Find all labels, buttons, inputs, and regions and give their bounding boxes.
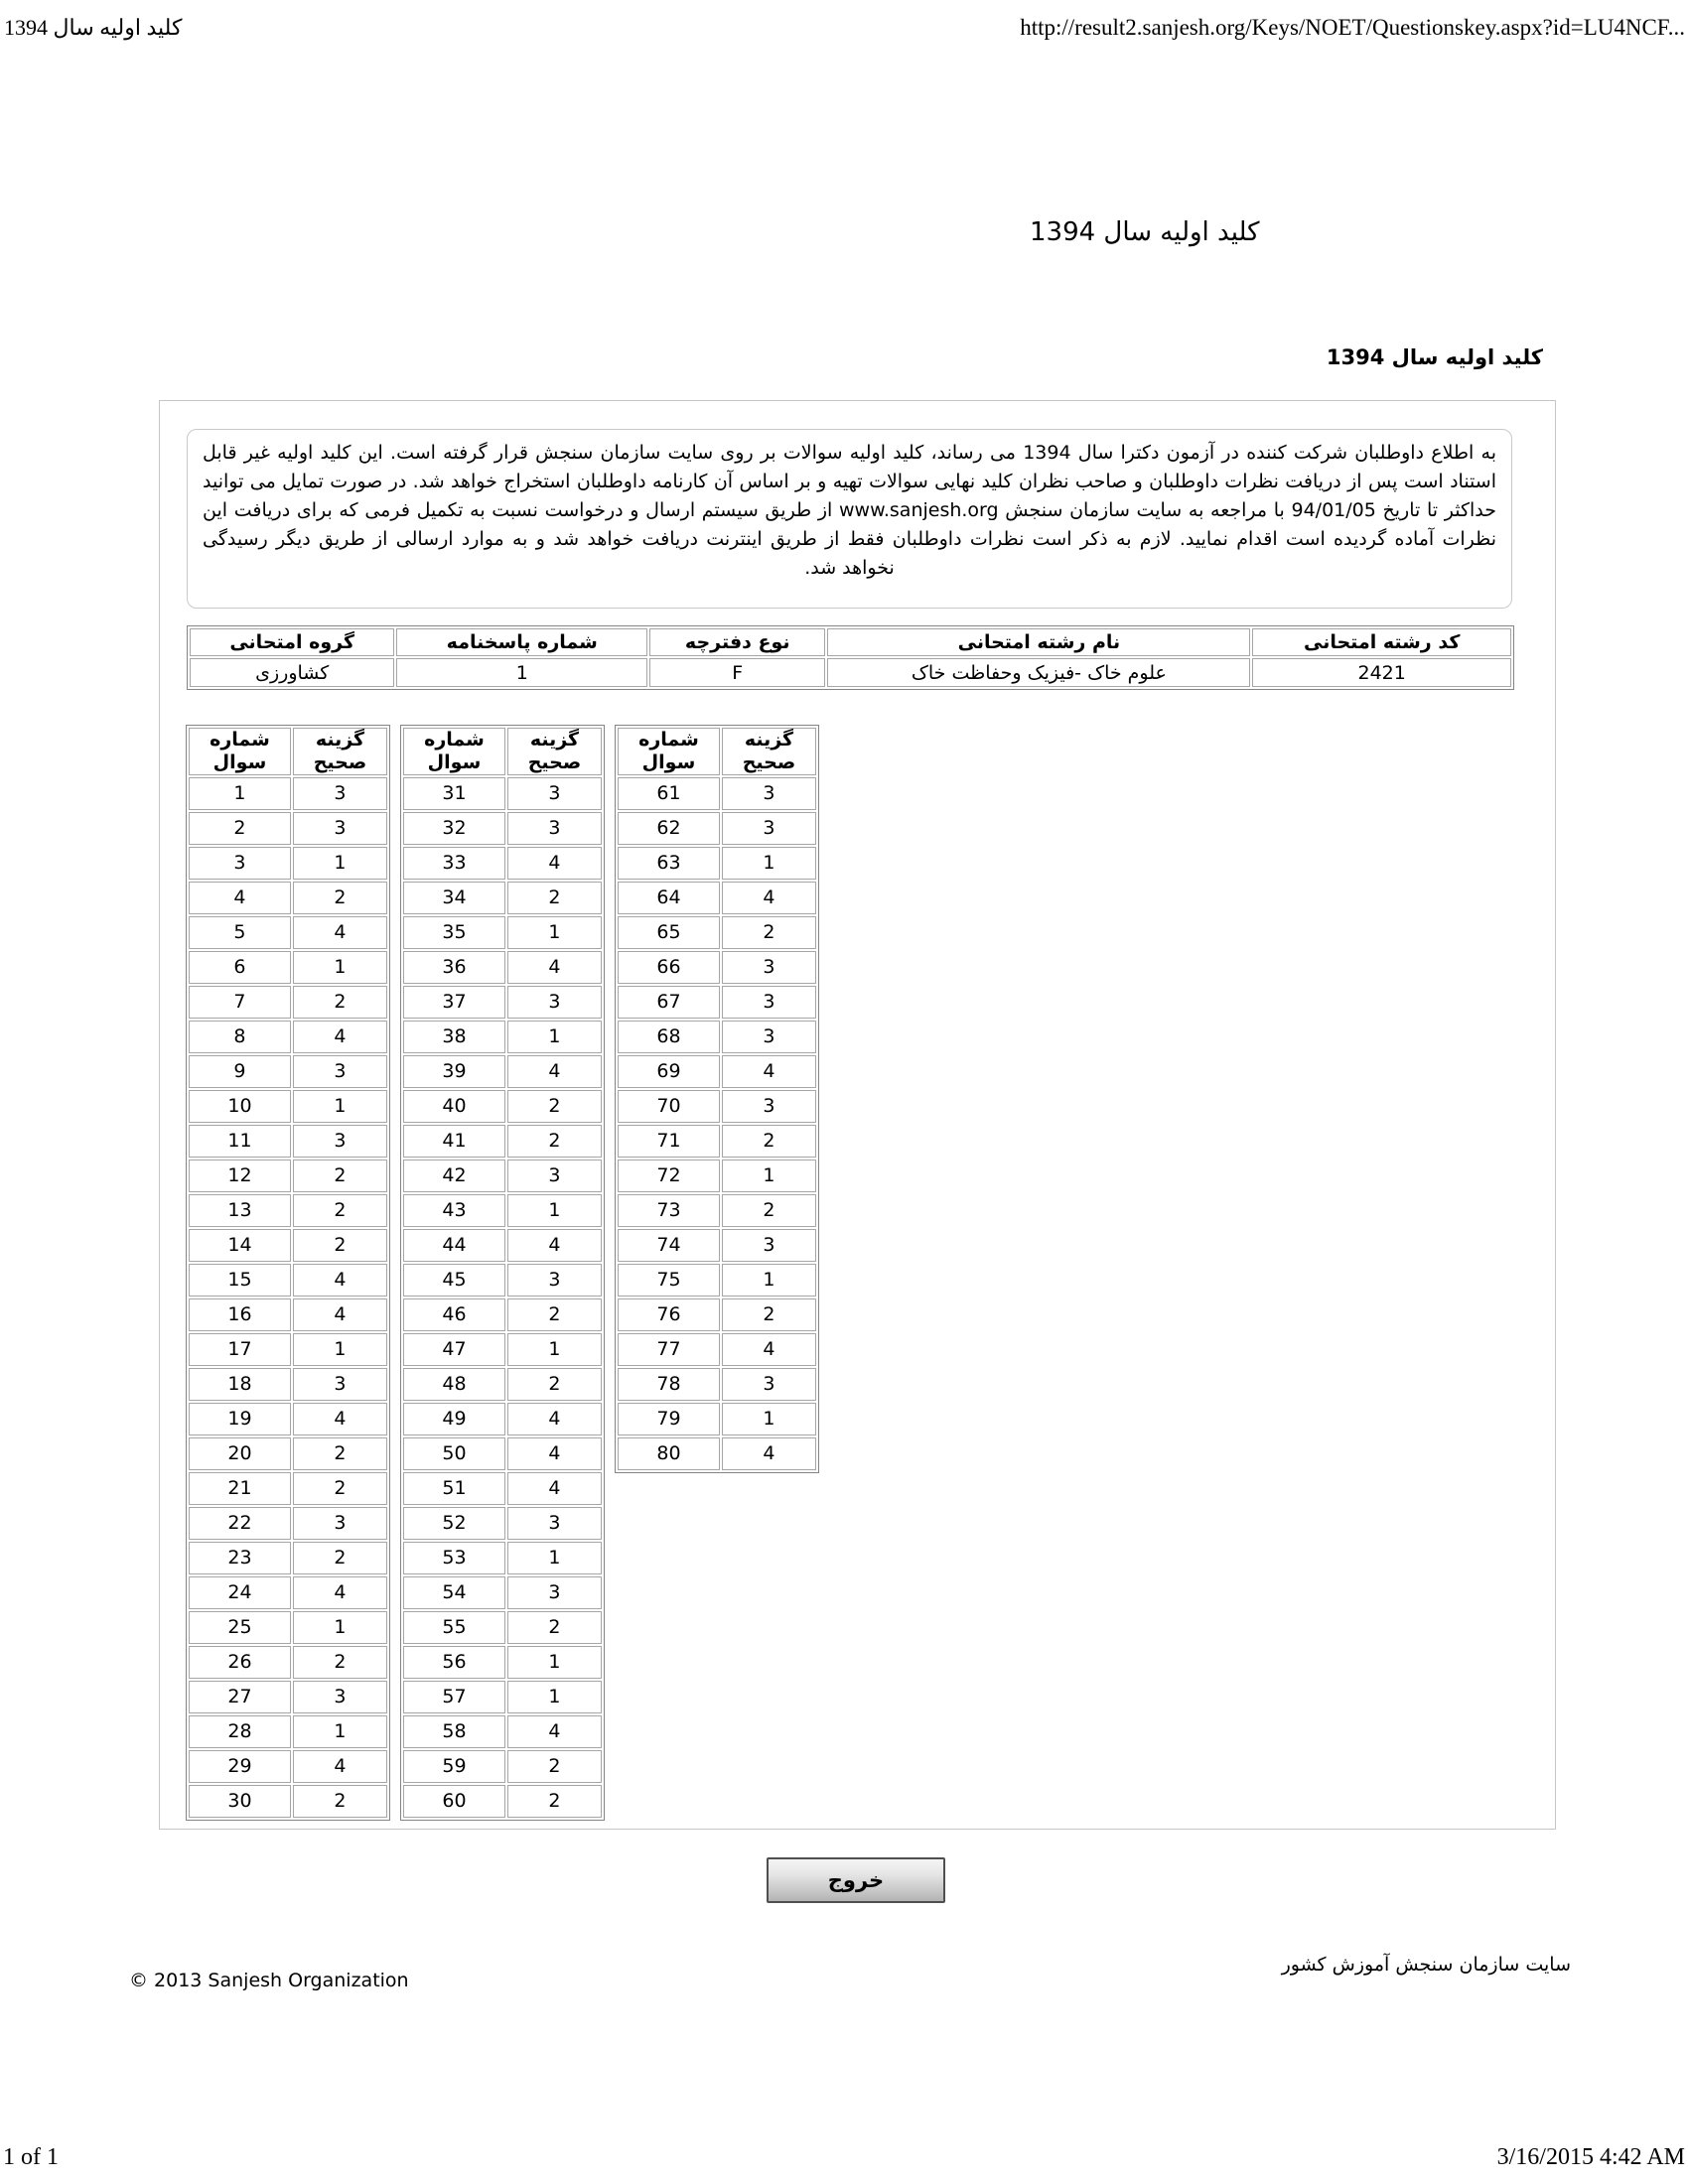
answer-row [618, 882, 816, 914]
correct-option: 3 [293, 1055, 387, 1088]
answer-row [189, 1194, 387, 1227]
question-number: 33 [403, 847, 505, 880]
answer-row [403, 1021, 602, 1053]
answer-row [618, 1125, 816, 1158]
correct-option: 3 [507, 1507, 602, 1540]
answer-row [189, 1785, 387, 1818]
correct-option: 1 [722, 1403, 816, 1435]
answer-row [189, 1472, 387, 1505]
question-number: 70 [618, 1090, 720, 1123]
answer-key-table-2 [400, 725, 605, 1821]
answer-row [189, 1368, 387, 1401]
question-number: 57 [403, 1681, 505, 1713]
question-number: 75 [618, 1264, 720, 1297]
question-number: 50 [403, 1437, 505, 1470]
question-number: 44 [403, 1229, 505, 1262]
question-number: 15 [189, 1264, 291, 1297]
question-number: 74 [618, 1229, 720, 1262]
correct-option: 3 [293, 1125, 387, 1158]
site-name-text: سایت سازمان سنجش آموزش کشور [1281, 1954, 1571, 1976]
answer-row [618, 1090, 816, 1123]
question-number: 72 [618, 1160, 720, 1192]
answer-row [189, 812, 387, 845]
correct-option: 2 [722, 916, 816, 949]
answer-row [403, 1472, 602, 1505]
question-number: 66 [618, 951, 720, 984]
correct-option: 3 [507, 1160, 602, 1192]
question-number: 55 [403, 1611, 505, 1644]
question-number: 32 [403, 812, 505, 845]
answer-row [618, 1437, 816, 1470]
exam-info-table [187, 625, 1514, 690]
question-number: 73 [618, 1194, 720, 1227]
question-number: 10 [189, 1090, 291, 1123]
header-correct-option: گزینه صحیح [722, 728, 816, 775]
question-number: 4 [189, 882, 291, 914]
header-exam-field-name: نام رشته امتحانی [827, 628, 1250, 656]
correct-option: 2 [507, 1090, 602, 1123]
correct-option: 2 [507, 1785, 602, 1818]
print-header-title: کلید اولیه سال 1394 [4, 15, 183, 40]
answer-row [403, 1681, 602, 1713]
correct-option: 2 [293, 1785, 387, 1818]
question-number: 56 [403, 1646, 505, 1679]
correct-option: 4 [293, 1298, 387, 1331]
answer-row [618, 916, 816, 949]
correct-option: 1 [507, 1194, 602, 1227]
correct-option: 1 [507, 1646, 602, 1679]
answer-row [189, 1576, 387, 1609]
answer-row [403, 1576, 602, 1609]
answer-row [403, 951, 602, 984]
correct-option: 2 [293, 882, 387, 914]
value-answersheet-no: 1 [396, 658, 647, 687]
content-box [159, 400, 1556, 1830]
answer-row [618, 777, 816, 810]
correct-option: 2 [293, 1194, 387, 1227]
correct-option: 4 [293, 1403, 387, 1435]
value-exam-field-name: علوم خاک -فیزیک وحفاظت خاک [827, 658, 1250, 687]
answer-row [618, 1368, 816, 1401]
answer-row [618, 1194, 816, 1227]
question-number: 23 [189, 1542, 291, 1574]
question-number: 47 [403, 1333, 505, 1366]
correct-option: 3 [722, 1229, 816, 1262]
question-number: 29 [189, 1750, 291, 1783]
correct-option: 3 [722, 951, 816, 984]
correct-option: 3 [293, 1681, 387, 1713]
answer-row [618, 986, 816, 1019]
question-number: 60 [403, 1785, 505, 1818]
question-number: 3 [189, 847, 291, 880]
answer-row [189, 1090, 387, 1123]
correct-option: 2 [722, 1125, 816, 1158]
correct-option: 4 [722, 1333, 816, 1366]
page-title: کلید اولیه سال 1394 [1030, 217, 1260, 247]
question-number: 80 [618, 1437, 720, 1470]
correct-option: 4 [293, 1576, 387, 1609]
copyright-text: © 2013 Sanjesh Organization [129, 1970, 409, 1991]
question-number: 27 [189, 1681, 291, 1713]
question-number: 18 [189, 1368, 291, 1401]
question-number: 5 [189, 916, 291, 949]
correct-option: 2 [507, 1750, 602, 1783]
question-number: 43 [403, 1194, 505, 1227]
answer-row [403, 916, 602, 949]
answer-row [618, 1403, 816, 1435]
print-header-url: http://result2.sanjesh.org/Keys/NOET/Questionskey.aspx?id=LU4NCF... [1020, 15, 1685, 40]
question-number: 42 [403, 1160, 505, 1192]
question-number: 53 [403, 1542, 505, 1574]
question-number: 68 [618, 1021, 720, 1053]
answer-row [189, 1750, 387, 1783]
question-number: 38 [403, 1021, 505, 1053]
question-number: 25 [189, 1611, 291, 1644]
answer-row [403, 1785, 602, 1818]
question-number: 1 [189, 777, 291, 810]
answer-row [189, 1681, 387, 1713]
correct-option: 1 [507, 1681, 602, 1713]
answer-key-table-1 [186, 725, 390, 1821]
correct-option: 3 [722, 777, 816, 810]
question-number: 20 [189, 1437, 291, 1470]
correct-option: 4 [507, 1437, 602, 1470]
correct-option: 4 [293, 1750, 387, 1783]
answer-row [189, 1403, 387, 1435]
correct-option: 4 [507, 1472, 602, 1505]
answer-row [618, 812, 816, 845]
correct-option: 2 [293, 1472, 387, 1505]
answer-row [189, 916, 387, 949]
question-number: 19 [189, 1403, 291, 1435]
question-number: 65 [618, 916, 720, 949]
answer-row [189, 882, 387, 914]
correct-option: 2 [293, 1437, 387, 1470]
correct-option: 1 [722, 1264, 816, 1297]
header-exam-code: کد رشته امتحانی [1252, 628, 1511, 656]
answer-row [189, 1264, 387, 1297]
answer-header-row [189, 728, 387, 775]
header-correct-option: گزینه صحیح [507, 728, 602, 775]
correct-option: 1 [293, 1611, 387, 1644]
answer-row [189, 1507, 387, 1540]
answer-header-row [618, 728, 816, 775]
correct-option: 3 [293, 777, 387, 810]
correct-option: 3 [293, 1507, 387, 1540]
question-number: 61 [618, 777, 720, 810]
answer-key-table-3 [615, 725, 819, 1473]
correct-option: 3 [507, 1576, 602, 1609]
answer-row [403, 1160, 602, 1192]
correct-option: 3 [507, 1264, 602, 1297]
correct-option: 4 [293, 916, 387, 949]
correct-option: 2 [293, 1646, 387, 1679]
answer-row [403, 1437, 602, 1470]
answer-row [189, 1333, 387, 1366]
question-number: 51 [403, 1472, 505, 1505]
correct-option: 4 [722, 1055, 816, 1088]
question-number: 71 [618, 1125, 720, 1158]
answer-row [403, 1507, 602, 1540]
correct-option: 2 [507, 1298, 602, 1331]
correct-option: 4 [507, 1715, 602, 1748]
question-number: 9 [189, 1055, 291, 1088]
header-answersheet-no: شماره پاسخنامه [396, 628, 647, 656]
answer-row [189, 1611, 387, 1644]
correct-option: 3 [722, 812, 816, 845]
correct-option: 3 [722, 1368, 816, 1401]
correct-option: 2 [293, 1542, 387, 1574]
answer-row [403, 986, 602, 1019]
answer-row [189, 1298, 387, 1331]
question-number: 14 [189, 1229, 291, 1262]
answer-row [618, 951, 816, 984]
question-number: 77 [618, 1333, 720, 1366]
correct-option: 1 [293, 847, 387, 880]
correct-option: 4 [293, 1021, 387, 1053]
correct-option: 2 [722, 1298, 816, 1331]
answer-row [403, 1229, 602, 1262]
header-question-number: شماره سوال [189, 728, 291, 775]
notice-box [187, 429, 1512, 609]
question-number: 22 [189, 1507, 291, 1540]
question-number: 62 [618, 812, 720, 845]
answer-row [403, 1298, 602, 1331]
correct-option: 4 [507, 847, 602, 880]
question-number: 17 [189, 1333, 291, 1366]
correct-option: 4 [293, 1264, 387, 1297]
question-number: 67 [618, 986, 720, 1019]
question-number: 13 [189, 1194, 291, 1227]
correct-option: 1 [507, 1333, 602, 1366]
correct-option: 1 [722, 1160, 816, 1192]
answer-row [618, 1333, 816, 1366]
answer-row [618, 1055, 816, 1088]
value-exam-group: کشاورزی [190, 658, 394, 687]
correct-option: 1 [293, 951, 387, 984]
correct-option: 1 [722, 847, 816, 880]
question-number: 11 [189, 1125, 291, 1158]
correct-option: 1 [293, 1090, 387, 1123]
correct-option: 1 [293, 1715, 387, 1748]
question-number: 7 [189, 986, 291, 1019]
print-footer-datetime: 3/16/2015 4:42 AM [1496, 2144, 1685, 2170]
question-number: 79 [618, 1403, 720, 1435]
question-number: 36 [403, 951, 505, 984]
question-number: 12 [189, 1160, 291, 1192]
question-number: 8 [189, 1021, 291, 1053]
question-number: 24 [189, 1576, 291, 1609]
answer-row [403, 847, 602, 880]
question-number: 41 [403, 1125, 505, 1158]
answer-row [403, 1090, 602, 1123]
answer-row [189, 1021, 387, 1053]
answer-row [403, 882, 602, 914]
question-number: 28 [189, 1715, 291, 1748]
answer-row [403, 1368, 602, 1401]
correct-option: 2 [507, 882, 602, 914]
correct-option: 3 [293, 812, 387, 845]
answer-row [189, 986, 387, 1019]
question-number: 16 [189, 1298, 291, 1331]
question-number: 6 [189, 951, 291, 984]
question-number: 58 [403, 1715, 505, 1748]
correct-option: 3 [722, 1090, 816, 1123]
correct-option: 4 [507, 951, 602, 984]
section-title: کلید اولیه سال 1394 [1326, 345, 1543, 369]
correct-option: 1 [507, 1021, 602, 1053]
answer-row [403, 1750, 602, 1783]
answer-row [189, 1229, 387, 1262]
header-correct-option: گزینه صحیح [293, 728, 387, 775]
question-number: 34 [403, 882, 505, 914]
answer-row [403, 1194, 602, 1227]
answer-row [189, 1055, 387, 1088]
answer-row [403, 1125, 602, 1158]
value-booklet-type: F [649, 658, 825, 687]
correct-option: 4 [507, 1055, 602, 1088]
question-number: 48 [403, 1368, 505, 1401]
answer-row [618, 1160, 816, 1192]
answer-row [189, 1715, 387, 1748]
correct-option: 4 [722, 882, 816, 914]
question-number: 69 [618, 1055, 720, 1088]
question-number: 45 [403, 1264, 505, 1297]
correct-option: 3 [507, 986, 602, 1019]
answer-row [403, 1333, 602, 1366]
correct-option: 2 [507, 1125, 602, 1158]
correct-option: 4 [507, 1403, 602, 1435]
answer-row [618, 847, 816, 880]
correct-option: 1 [507, 1542, 602, 1574]
answer-row [403, 777, 602, 810]
question-number: 21 [189, 1472, 291, 1505]
answer-header-row [403, 728, 602, 775]
question-number: 31 [403, 777, 505, 810]
header-question-number: شماره سوال [403, 728, 505, 775]
question-number: 30 [189, 1785, 291, 1818]
correct-option: 2 [293, 1229, 387, 1262]
question-number: 76 [618, 1298, 720, 1331]
question-number: 59 [403, 1750, 505, 1783]
correct-option: 2 [507, 1611, 602, 1644]
value-exam-code: 2421 [1252, 658, 1511, 687]
print-footer-page-count: 1 of 1 [3, 2144, 59, 2170]
header-exam-group: گروه امتحانی [190, 628, 394, 656]
correct-option: 4 [722, 1437, 816, 1470]
question-number: 26 [189, 1646, 291, 1679]
answer-row [618, 1264, 816, 1297]
question-number: 40 [403, 1090, 505, 1123]
question-number: 78 [618, 1368, 720, 1401]
exam-info-value-row [190, 658, 1511, 687]
correct-option: 1 [507, 916, 602, 949]
answer-row [189, 847, 387, 880]
question-number: 64 [618, 882, 720, 914]
answer-row [618, 1298, 816, 1331]
answer-row [403, 1264, 602, 1297]
correct-option: 3 [507, 812, 602, 845]
question-number: 63 [618, 847, 720, 880]
correct-option: 3 [293, 1368, 387, 1401]
answer-row [189, 1160, 387, 1192]
answer-row [403, 1646, 602, 1679]
notice-text: به اطلاع داوطلبان شرکت کننده در آزمون دکترا سال 1394 می رساند، کلید اولیه سوالات بر روی سایت سازمان سنجش قرار گرفته است. این کلید اولیه غیر قابل استناد است پس از دریافت نظرات داوطلبان و صاحب نظران کلید نهایی سوالات تهیه و بر اساس آن کارنامه داوطلبان استخراج خواهد شد. در صورت تمایل می توانید حداکثر تا تاریخ 94/01/05 با مراجعه به سایت سازمان سنجش www.sanjesh.org از طریق سیستم ارسال و درخواست نسبت به تکمیل فرمی که برای دریافت این نظرات آماده گردیده است اقدام نمایید. لازم به ذکر است نظرات داوطلبان فقط از طریق اینترنت دریافت خواهد شد و به موارد ارسالی از طریق دیگر رسیدگی نخواهد شد. [203, 442, 1497, 579]
answer-row [189, 951, 387, 984]
answer-row [189, 1646, 387, 1679]
answer-row [618, 1021, 816, 1053]
answer-row [403, 1542, 602, 1574]
correct-option: 2 [293, 1160, 387, 1192]
answer-row [403, 1611, 602, 1644]
question-number: 35 [403, 916, 505, 949]
correct-option: 4 [507, 1229, 602, 1262]
correct-option: 2 [507, 1368, 602, 1401]
correct-option: 3 [722, 1021, 816, 1053]
correct-option: 3 [507, 777, 602, 810]
question-number: 37 [403, 986, 505, 1019]
answer-row [403, 1715, 602, 1748]
exit-button[interactable]: خروج [767, 1857, 945, 1903]
answer-row [189, 1125, 387, 1158]
answer-row [403, 1055, 602, 1088]
correct-option: 2 [293, 986, 387, 1019]
header-question-number: شماره سوال [618, 728, 720, 775]
answer-row [403, 812, 602, 845]
exam-info-header-row [190, 628, 1511, 656]
question-number: 46 [403, 1298, 505, 1331]
question-number: 39 [403, 1055, 505, 1088]
answer-row [189, 777, 387, 810]
correct-option: 1 [293, 1333, 387, 1366]
answer-row [618, 1229, 816, 1262]
question-number: 2 [189, 812, 291, 845]
correct-option: 3 [722, 986, 816, 1019]
question-number: 54 [403, 1576, 505, 1609]
question-number: 52 [403, 1507, 505, 1540]
header-booklet-type: نوع دفترچه [649, 628, 825, 656]
answer-row [189, 1542, 387, 1574]
question-number: 49 [403, 1403, 505, 1435]
correct-option: 2 [722, 1194, 816, 1227]
answer-row [189, 1437, 387, 1470]
answer-row [403, 1403, 602, 1435]
